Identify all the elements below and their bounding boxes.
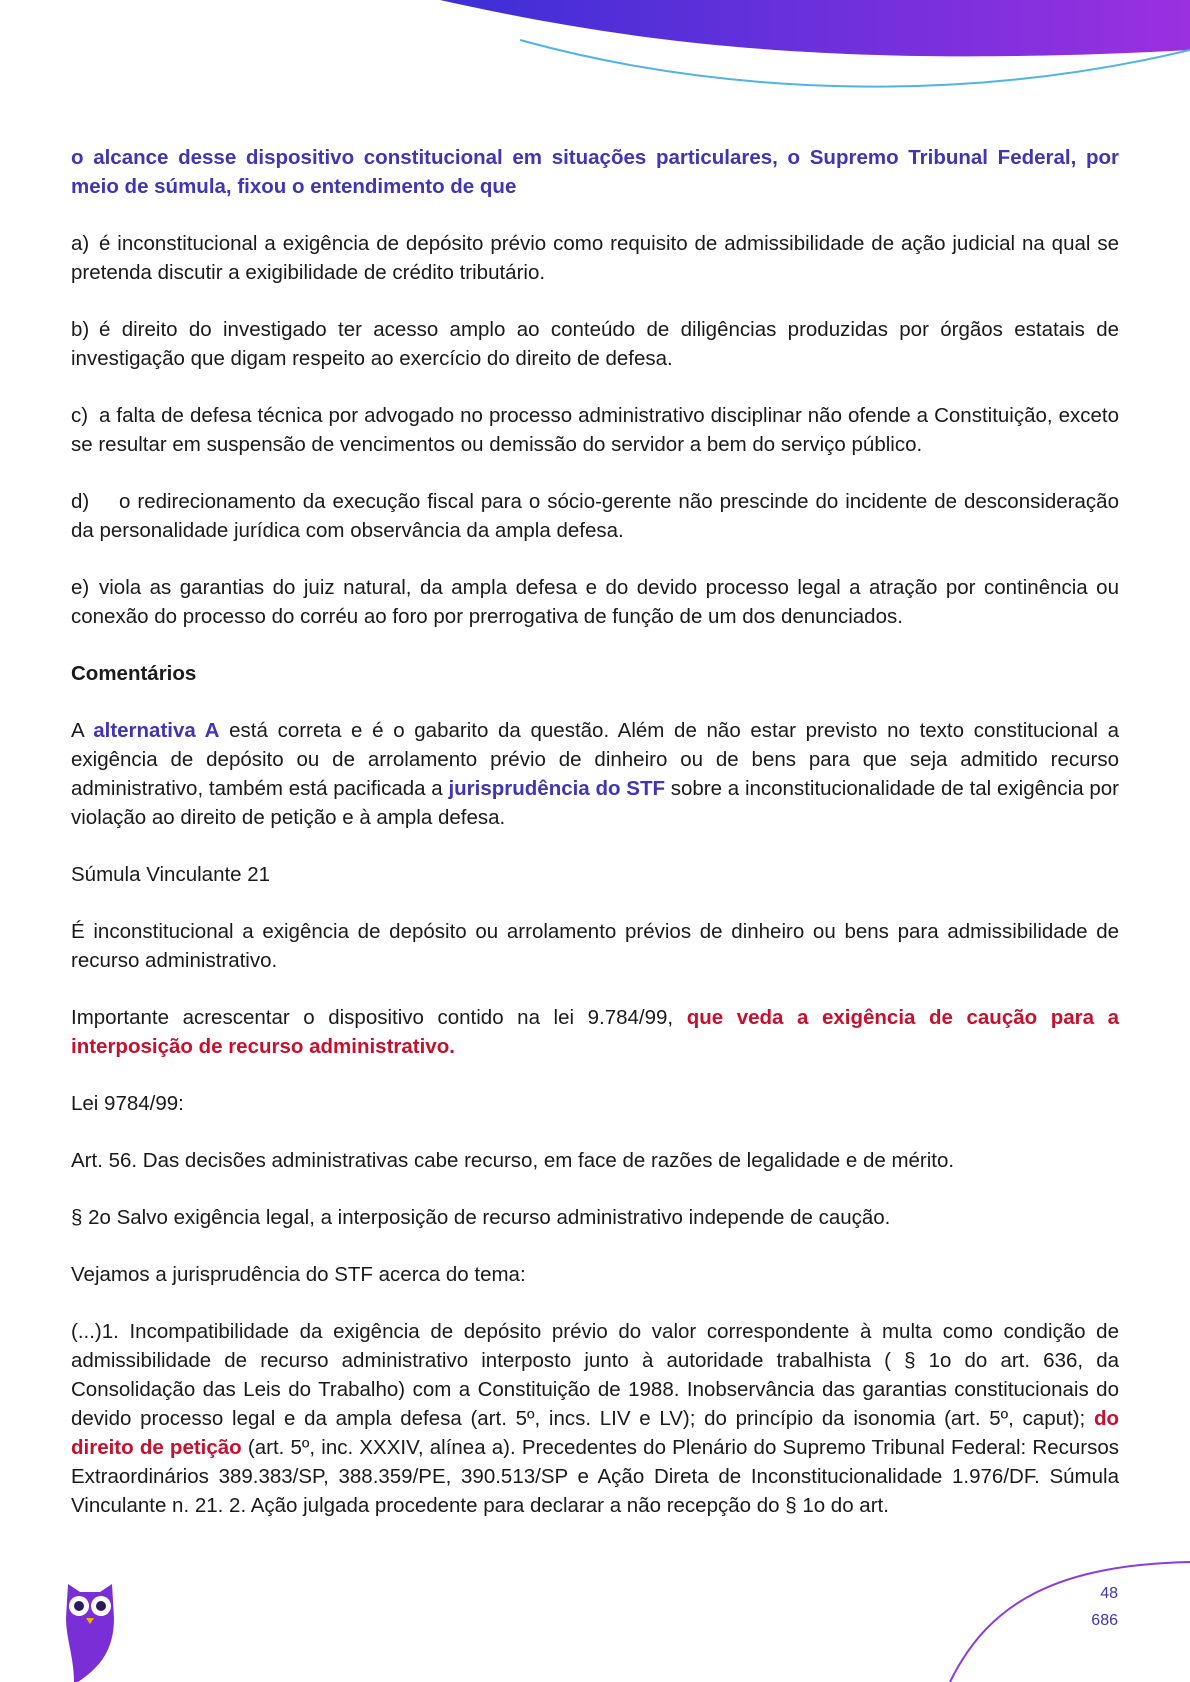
option-text: viola as garantias do juiz natural, da ampla defesa e do devido processo legal a atração por continência ou conexão do processo do corréu ao foro por prerrogativa de função de um dos denunciados. xyxy=(71,576,1119,628)
text-run: está correta e é o gabarito da questão. Além de não estar previsto no texto constitucional a exigência de depósito ou de arrolamento prévio de dinheiro ou de bens para que seja admitido recurso administrativo, também está pacificada a xyxy=(71,719,1119,800)
jurisprudencia-paragraph xyxy=(71,1317,1119,1520)
vejamos-text: Vejamos a jurisprudência do STF acerca do tema: xyxy=(71,1263,526,1286)
important-paragraph xyxy=(71,1003,1119,1061)
page-number-current: 48 xyxy=(1100,1585,1118,1602)
document-body xyxy=(71,143,1119,1548)
footer-arc xyxy=(950,1562,1190,1682)
lei-title: Lei 9784/99: xyxy=(71,1092,184,1115)
option-text: a falta de defesa técnica por advogado no processo administrativo disciplinar não ofende a Constituição, exceto se resultar em suspensão de vencimentos ou demissão do servidor a bem do serviço público. xyxy=(71,404,1119,456)
option-label: b) xyxy=(71,318,90,341)
option-label: a) xyxy=(71,232,90,255)
option-label: d) xyxy=(71,490,90,513)
option-text: é direito do investigado ter acesso amplo ao conteúdo de diligências produzidas por órgãos estatais de investigação que digam respeito ao exercício do direito de defesa. xyxy=(71,318,1119,370)
option-e xyxy=(71,573,1119,631)
option-text: o redirecionamento da execução fiscal para o sócio-gerente não prescinde do incidente de desconsideração da personalidade jurídica com observância da ampla defesa. xyxy=(71,490,1119,542)
header-wave-line xyxy=(520,40,1190,87)
text-run: (...)1. Incompatibilidade da exigência de depósito prévio do valor correspondente à multa como condição de admissibilidade de recurso administrativo interposto junto à autoridade trabalhista ( § 1o do art. 636, da Consolidação das Leis do Trabalho) com a Constituição de 1988. Inobservância das garantias constitucionais do devido processo legal e da ampla defesa (art. 5º, incs. LIV e LV); do princípio da isonomia (art. 5º, caput); xyxy=(71,1320,1119,1430)
option-label: c) xyxy=(71,404,89,427)
highlight-direito-peticao: do direito de petição xyxy=(71,1407,1119,1459)
option-label: e) xyxy=(71,576,90,599)
comment-paragraph xyxy=(71,716,1119,832)
sumula-title: Súmula Vinculante 21 xyxy=(71,863,271,886)
text-run: (art. 5º, inc. XXXIV, alínea a). Precedentes do Plenário do Supremo Tribunal Federal: Recursos Extraordinários 389.383/SP, 388.359/PE, 390.513/SP e Ação Direta de Inconstitucionalidade 1.976/DF. Súmula Vinculante n. 21. 2. Ação julgada procedente para declarar a não recepção do § 1o do art. xyxy=(71,1436,1119,1517)
sumula-text: É inconstitucional a exigência de depósito ou arrolamento prévios de dinheiro ou bens para admissibilidade de recurso administrativo. xyxy=(71,920,1119,972)
text-run: sobre a inconstitucionalidade de tal exigência por violação ao direito de petição e à ampla defesa. xyxy=(71,777,1119,829)
option-a xyxy=(71,229,1119,287)
owl-logo-icon xyxy=(62,1578,118,1682)
highlight-jurisprudencia: jurisprudência do STF xyxy=(448,777,665,800)
art-56: Art. 56. Das decisões administrativas cabe recurso, em face de razões de legalidade e de mérito. xyxy=(71,1149,955,1172)
option-b xyxy=(71,315,1119,373)
text-run: A xyxy=(71,719,94,742)
page-number-total: 686 xyxy=(1091,1612,1118,1629)
option-text: é inconstitucional a exigência de depósito prévio como requisito de admissibilidade de ação judicial na qual se pretenda discutir a exigibilidade de crédito tributário. xyxy=(71,232,1119,284)
option-d xyxy=(71,487,1119,545)
paragrafo-2: § 2o Salvo exigência legal, a interposição de recurso administrativo independe de caução. xyxy=(71,1206,891,1229)
comments-heading: Comentários xyxy=(71,662,197,685)
highlight-alternativa: alternativa A xyxy=(93,719,220,742)
option-c xyxy=(71,401,1119,459)
question-intro: o alcance desse dispositivo constitucional em situações particulares, o Supremo Tribunal Federal, por meio de súmula, fixou o entendimento de que xyxy=(71,146,1119,198)
highlight-caucao: que veda a exigência de caução para a interposição de recurso administrativo. xyxy=(71,1006,1119,1058)
header-wave xyxy=(440,0,1190,56)
text-run: Importante acrescentar o dispositivo contido na lei 9.784/99, xyxy=(71,1006,687,1029)
